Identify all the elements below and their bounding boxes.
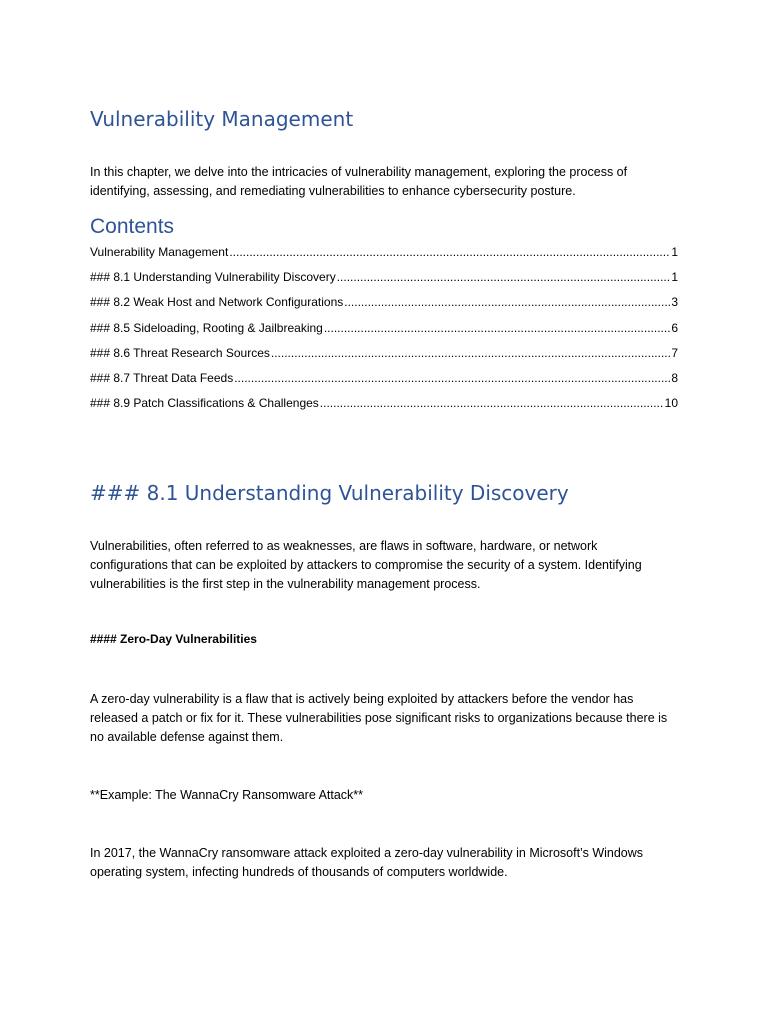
toc-leader-dots: [344, 292, 670, 312]
toc-entry-label: ### 8.6 Threat Research Sources: [90, 345, 270, 360]
toc-entry[interactable]: [90, 393, 678, 418]
toc-leader-dots: [271, 343, 670, 363]
toc-entry[interactable]: [90, 368, 678, 393]
toc-entry-label: ### 8.1 Understanding Vulnerability Discovery: [90, 270, 336, 285]
example-heading: **Example: The WannaCry Ransomware Attack**: [90, 788, 364, 802]
section-heading: ### 8.1 Understanding Vulnerability Discovery: [90, 481, 569, 505]
toc-entry-page: 3: [671, 295, 678, 310]
toc-entry-label: ### 8.7 Threat Data Feeds: [90, 370, 234, 385]
toc-entry-page: 6: [671, 320, 678, 335]
toc-leader-dots: [320, 393, 664, 413]
toc-entry-page: 8: [671, 370, 678, 385]
toc-entry[interactable]: [90, 292, 678, 317]
toc-entry-page: 10: [664, 396, 678, 411]
toc-entry-page: 1: [671, 245, 678, 259]
toc-entry-label: ### 8.9 Patch Classifications & Challenges: [90, 396, 319, 411]
contents-heading: Contents: [90, 215, 175, 238]
subsection-heading: #### Zero-Day Vulnerabilities: [90, 632, 257, 646]
intro-paragraph: In this chapter, we delve into the intricacies of vulnerability management, exploring the process of identifying, assessing, and remediating vulnerabilities to enhance cybersecurity posture.: [90, 165, 628, 198]
toc-entry-label: Vulnerability Management: [90, 245, 229, 259]
toc-entry[interactable]: [90, 343, 678, 368]
table-of-contents: [90, 242, 678, 418]
section-paragraph: In 2017, the WannaCry ransomware attack exploited a zero-day vulnerability in Microsoft’s Windows operating system, infecting hundreds of thousands of computers worldwide.: [90, 846, 644, 879]
toc-entry-label: ### 8.2 Weak Host and Network Configurations: [90, 295, 344, 310]
toc-leader-dots: [324, 318, 670, 338]
toc-entry-page: 7: [671, 345, 678, 360]
section-paragraph: Vulnerabilities, often referred to as weaknesses, are flaws in software, hardware, or network configurations that can be exploited by attackers to compromise the security of a system. Identifying vulnerabilities is the first step in the vulnerability management process.: [90, 539, 642, 591]
document-title: Vulnerability Management: [90, 107, 354, 131]
toc-entry[interactable]: [90, 318, 678, 343]
toc-leader-dots: [337, 267, 671, 287]
section-paragraph: A zero-day vulnerability is a flaw that is actively being exploited by attackers before the vendor has released a patch or fix for it. These vulnerabilities pose significant risks to organizations because there is no available defense against them.: [90, 692, 668, 744]
toc-leader-dots: [234, 368, 670, 388]
toc-leader-dots: [229, 242, 670, 262]
toc-entry-page: 1: [671, 270, 678, 285]
toc-entry[interactable]: [90, 267, 678, 292]
toc-entry[interactable]: [90, 242, 678, 267]
toc-entry-label: ### 8.5 Sideloading, Rooting & Jailbreaking: [90, 320, 323, 335]
